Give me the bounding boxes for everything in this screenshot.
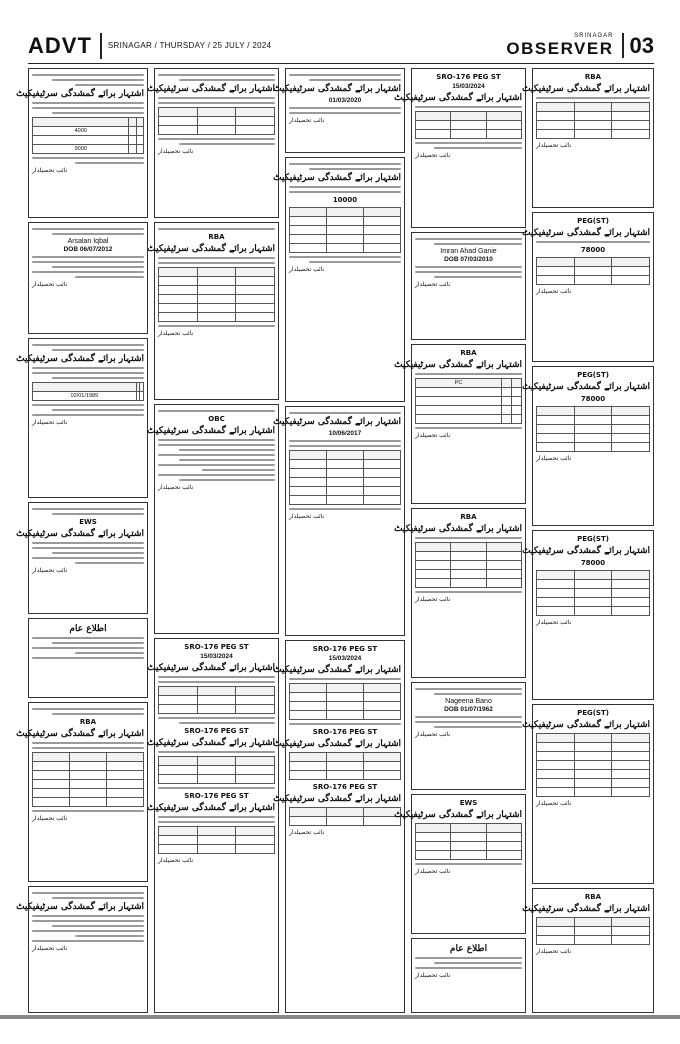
column-3 [273, 68, 405, 1013]
logo-city: SRINAGAR [574, 33, 614, 39]
notice: Arsalan Iqbal DOB 06/07/2012 نائب تحصیلدار [28, 222, 148, 334]
notice: SRO-176 PEG ST 15/03/2024 اشتہار برائے گمشدگی سرٹیفیکیٹ نائب تحصیلدار [411, 68, 526, 228]
notice: Nageena Bano DOB 01/07/1962 نائب تحصیلدار [411, 682, 526, 790]
logo-name: OBSERVER [506, 39, 614, 58]
notice-title: اشتہار برائے گمشدگی سرٹیفیکیٹ [16, 89, 144, 99]
notice: SRO-176 PEG ST 15/03/2024 اشتہار برائے گمشدگی سرٹیفیکیٹ SRO-176 PEG ST اشتہار برائے گمشدگی سرٹیفیکیٹ SRO-176 PEG ST اشتہار برائے گمشدگی سرٹیفیکیٹ نائب تحصیلدار [285, 640, 405, 1013]
notice: اطلاع عام نائب تحصیلدار [411, 938, 526, 1013]
column-5 [522, 68, 654, 1013]
column-4 [394, 68, 526, 1013]
classifieds-page [16, 68, 654, 1013]
notice: PEG(ST) اشتہار برائے گمشدگی سرٹیفیکیٹ 78000 نائب تحصیلدار [532, 212, 654, 362]
notice: EWS اشتہار برائے گمشدگی سرٹیفیکیٹ نائب تحصیلدار [411, 794, 526, 934]
notice: اشتہار برائے گمشدگی سرٹیفیکیٹ 10000 نائب تحصیلدار [285, 157, 405, 402]
notice: اشتہار برائے گمشدگی سرٹیفیکیٹ نائب تحصیلدار [28, 886, 148, 1013]
notice: PEG(ST) اشتہار برائے گمشدگی سرٹیفیکیٹ 78000 نائب تحصیلدار [532, 366, 654, 526]
page-number: 03 [629, 32, 654, 58]
notice: PEG(ST) اشتہار برائے گمشدگی سرٹیفیکیٹ 78000 نائب تحصیلدار [532, 530, 654, 700]
notice: اشتہار برائے گمشدگی سرٹیفیکیٹ نائب تحصیلدار [154, 68, 279, 218]
applicant-name: Arsalan Iqbal [67, 238, 109, 245]
notice-table: 4000 9000 [32, 117, 144, 154]
section-label: ADVT [28, 33, 102, 59]
column-2 [147, 68, 279, 1013]
notice: Imran Ahad Ganie DOB 07/03/2010 نائب تحصیلدار [411, 232, 526, 340]
notice: RBA اشتہار برائے گمشدگی سرٹیفیکیٹ نائب تحصیلدار [411, 508, 526, 678]
notice: اشتہار برائے گمشدگی سرٹیفیکیٹ 02/01/1989 نائب تحصیلدار [28, 338, 148, 498]
newspaper-logo [506, 33, 623, 58]
notice: RBA اشتہار برائے گمشدگی سرٹیفیکیٹ نائب تحصیلدار [532, 888, 654, 1013]
notice: اشتہار برائے گمشدگی سرٹیفیکیٹ 4000 9000 نائب تحصیلدار [28, 68, 148, 218]
column-1 [16, 68, 148, 1013]
notice: RBA اشتہار برائے گمشدگی سرٹیفیکیٹ نائب تحصیلدار [532, 68, 654, 208]
applicant-dob: DOB 06/07/2012 [63, 246, 113, 253]
notice: RBA اشتہار برائے گمشدگی سرٹیفیکیٹ نائب تحصیلدار [28, 702, 148, 882]
notice: RBA اشتہار برائے گمشدگی سرٹیفیکیٹ PC نائب تحصیلدار [411, 344, 526, 504]
notice: RBA اشتہار برائے گمشدگی سرٹیفیکیٹ نائب تحصیلدار [154, 222, 279, 400]
dateline: SRINAGAR / THURSDAY / 25 JULY / 2024 [107, 41, 272, 50]
masthead [28, 28, 654, 64]
notice: OBC اشتہار برائے گمشدگی سرٹیفیکیٹ نائب تحصیلدار [154, 404, 279, 634]
notice: اشتہار برائے گمشدگی سرٹیفیکیٹ 10/06/2017 نائب تحصیلدار [285, 406, 405, 636]
notice: SRO-176 PEG ST 15/03/2024 اشتہار برائے گمشدگی سرٹیفیکیٹ SRO-176 PEG ST اشتہار برائے گمشدگی سرٹیفیکیٹ SRO-176 PEG ST اشتہار برائے گمشدگی سرٹیفیکیٹ نائب تحصیلدار [154, 638, 279, 1013]
footer-rule [0, 1015, 680, 1019]
notice: PEG(ST) اشتہار برائے گمشدگی سرٹیفیکیٹ نائب تحصیلدار [532, 704, 654, 884]
notice: اشتہار برائے گمشدگی سرٹیفیکیٹ 01/03/2020 نائب تحصیلدار [285, 68, 405, 153]
notice: EWS اشتہار برائے گمشدگی سرٹیفیکیٹ نائب تحصیلدار [28, 502, 148, 614]
notice: اطلاع عام [28, 618, 148, 698]
